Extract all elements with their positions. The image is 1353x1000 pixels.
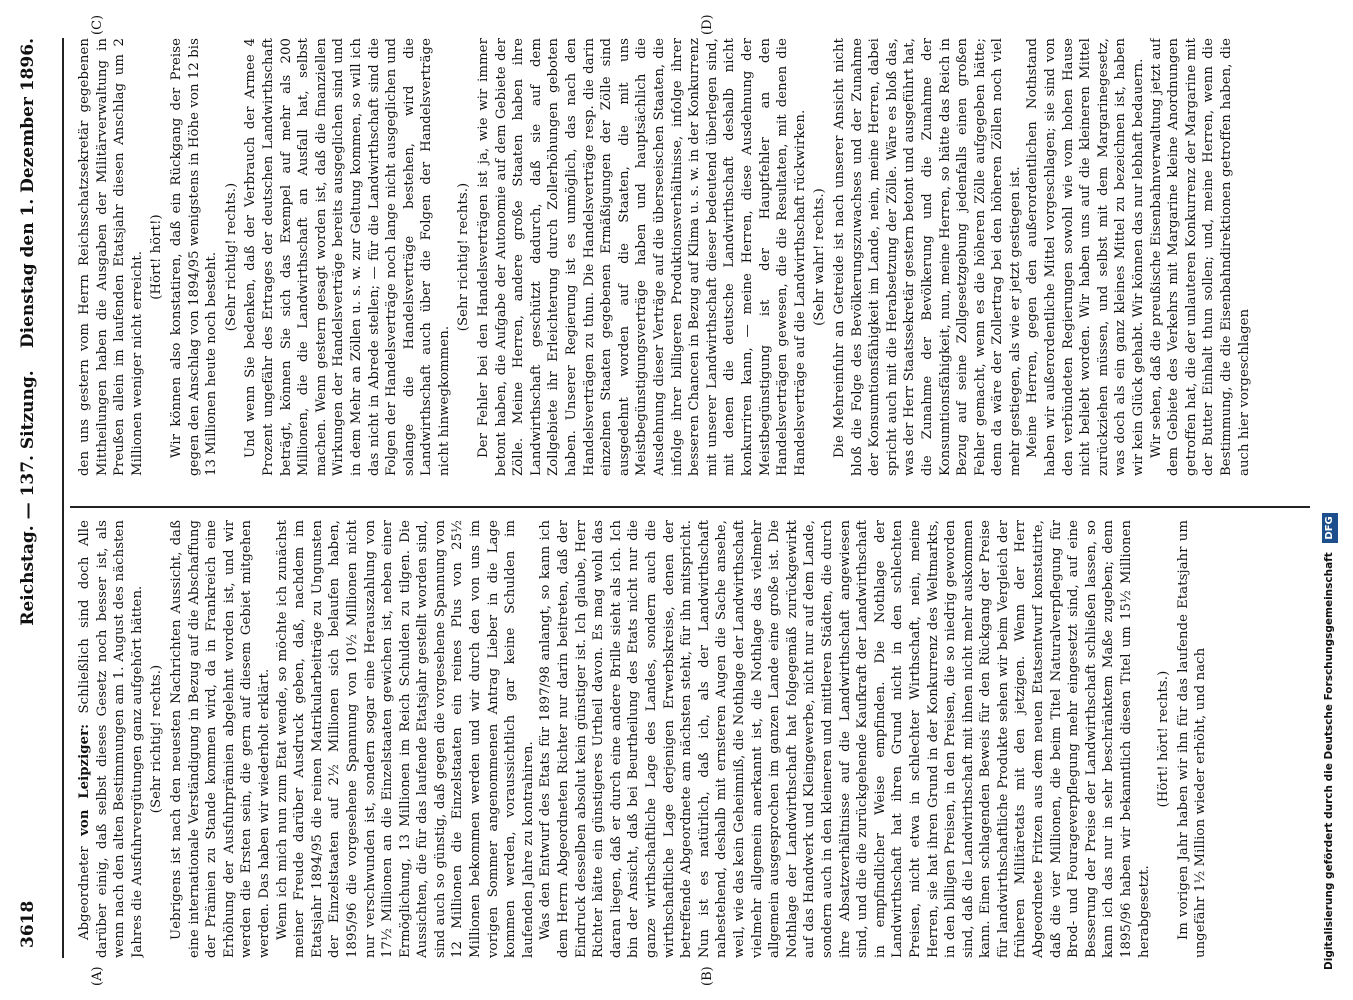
paragraph: Meine Herren, gegen den außerordentlichen Nothstand haben wir außerordentliche Mittel vorgeschlagen; sie sind von den verbündeten Regierungen sowohl wie vom hohen Hause nicht beliebt worden. Wir haben uns auf die kleineren Mittel zurückziehen müssen, und selbst mit dem Margarinegesetz, was doch als ein ganz kleines Mittel zu bezeichnen ist, haben wir kein Glück gehabt. Wir können das nur lebhaft bedauern. (1025, 38, 1147, 476)
page-number: 3618 (18, 900, 38, 948)
interjection: (Sehr richtig! rechts.) (456, 182, 472, 332)
paragraph: Und wenn Sie bedenken, daß der Verbrauch der Armee 4 Prozent ungefähr des Ertrages der deutschen Landwirthschaft beträgt, können Sie sich das Exempel auf mehr als 200 Millionen, die die Landwirthschaft an Ausfall hat, selbst machen. Wenn gestern gesagt worden ist, daß die finanziellen Wirkungen der Handelsverträge bereits ausgeglichen sind und in dem Mehr an Zöllen u. s. w. zur Geltung kommen, so will ich das nicht in Abrede stellen; — für die Landwirthschaft sind die Folgen der Handelsverträge noch lange nicht ausgeglichen und solange die Handelsverträge bestehen, wird die Landwirthschaft auch über die Folgen der Handelsverträge nicht hinwegkommen. (243, 38, 452, 476)
left-column (76, 520, 1306, 958)
interjection: (Sehr richtig! rechts.) (149, 664, 165, 814)
margin-marker-d: (D) (700, 14, 715, 35)
dfg-logo: DFG (1322, 513, 1338, 542)
right-column (76, 38, 1306, 476)
header-rule (62, 38, 64, 958)
paragraph: Im vorigen Jahr haben wir ihn für das laufende Etatsjahr um ungefähr 1½ Million wieder erhöht, und nach (1175, 520, 1209, 958)
speaker-name: von Leipziger: (77, 723, 92, 836)
speaker-prefix: Abgeordneter (77, 846, 92, 940)
margin-marker-b: (B) (700, 966, 715, 986)
margin-marker-c: (C) (90, 14, 105, 35)
paragraph (76, 520, 146, 958)
page-header (18, 38, 58, 958)
column-divider (70, 506, 1310, 508)
session-date: Dienstag den 1. Dezember 1896. (18, 38, 38, 349)
paragraph: Die Mehreinfuhr an Getreide ist nach unserer Ansicht nicht bloß die Folge des Bevölkerungszuwachses und der Zunahme der Konsumtionsfähigkeit im Lande, nein, meine Herren, dabei spricht auch mit die Herabsetzung der Zölle. Wäre es bloß das, was der Herr Staatssekretär gestern betont und ausgeführt hat, die Zunahme der Bevölkerung und die Zunahme der Konsumtionsfähigkeit, nun, meine Herren, so hätte das Reich in Bezug auf seine Zollgesetzgebung jedenfalls einen großen Fehler gemacht, wenn es die höheren Zölle aufgegeben hätte; denn da wäre der Zollertrag bei den höheren Zöllen noch viel mehr gestiegen, als wie er jetzt gestiegen ist. (831, 38, 1023, 476)
interjection: (Sehr wahr! rechts.) (812, 188, 828, 326)
interjection: (Hört! hört!) (149, 214, 165, 300)
session-title: Reichstag. — 137. Sitzung. (18, 370, 38, 626)
margin-marker-a: (A) (90, 966, 105, 986)
paragraph: den uns gestern vom Herrn Reichsschatzsekretär gegebenen Mittheilungen haben die Ausgaben der Militärverwaltung in Preußen allein im laufenden Etatsjahr diesen Anschlag um 2 Millionen weniger nicht erreicht. (77, 38, 145, 476)
credit-text: Digitalisierung gefördert durch die Deutsche Forschungsgemeinschaft (1323, 552, 1335, 970)
interjection: (Hört! hört! rechts.) (1156, 670, 1172, 808)
paragraph-text: Schließlich sind doch Alle darüber einig, daß selbst dieses Gesetz noch besser ist, als wenn nach den alten Bestimmungen am 1. August des nächsten Jahres die Ausfuhrvergütungen ganz aufgehört hätten. (77, 520, 145, 958)
paragraph: Wir sehen, daß die preußische Eisenbahnverwaltung jetzt auf dem Gebiete des Verkehrs mit Margarine kleine Anordnungen getroffen hat, die der unlauteren Konkurrenz der Margarine mit der Butter Einhalt thun sollen; und, meine Herren, wenn die Bestimmung, die die Eisenbahndirektionen getroffen haben, die auch hier vorgeschlagen (1148, 38, 1252, 476)
digitization-credit (1318, 90, 1340, 970)
paragraph: Wenn ich mich nun zum Etat wende, so möchte ich zunächst meiner Freude darüber Ausdruck geben, daß, nachdem im Etatsjahr 1894/95 die reinen Matrikularbeiträge zu Ungunsten der Einzelstaaten auf 2½ Millionen sich belaufen haben, 1895/96 die vorgesehene Spannung von 10½ Millionen nicht nur verschwunden ist, sondern sogar eine Herauszahlung von 17½ Millionen an die Einzelstaaten gewichen ist, neben einer Ermöglichung, 13 Millionen im Reich Schulden zu tilgen. Die Aussichten, die für das laufende Etatsjahr gestellt worden sind, sind auch so günstig, daß gegen die vorgesehene Spannung von 12 Millionen die Einzelstaaten ein reines Plus von 25½ Millionen bekommen werden und wir durch den von uns im vorigen Sommer angenommenen Antrag Lieber in die Lage kommen werden, voraussichtlich gar keine Schulden im laufenden Jahre zu kontrahiren. (274, 520, 536, 958)
interjection: (Sehr richtig! rechts.) (223, 182, 239, 332)
paragraph: Wir können also konstatiren, daß ein Rückgang der Preise gegen den Anschlag von 1894/95 wenigstens in Höhe von 12 bis 13 Millionen heute noch besteht. (168, 38, 220, 476)
paragraph: Uebrigens ist nach den neuesten Nachrichten Aussicht, daß eine internationale Verständigung in Bezug auf die Abschaffung der Prämien zu Stande kommen wird, da in Frankreich eine Erhöhung der Ausfuhrprämien abgelehnt worden ist, und wir werden die Ersten sein, die gern auf diesem Gebiet mitgehen werden. Das haben wir wiederholt erklärt. (168, 520, 272, 958)
paragraph: Was den Entwurf des Etats für 1897/98 anlangt, so kann ich dem Herrn Abgeordneten Richter nur darin beitreten, daß der Eindruck desselben absolut kein günstiger ist. Ich glaube, Herr Richter hätte ein günstigeres Urtheil davon. Es mag wohl das daran liegen, daß er durch eine andere Brille sieht als ich. Ich bin der Ansicht, daß bei Beurtheilung des Etats nicht nur die ganze wirthschaftliche Lage des Landes, sondern auch die wirthschaftliche Lage derjenigen Erwerbskreise, denen der betreffende Abgeordnete am nächsten steht, für ihn mitspricht. Nun ist es natürlich, daß ich, als der Landwirthschaft nahestehend, deshalb mit ernsteren Augen die Sache ansehe, weil, wie das kein Geheimniß, die Nothlage der Landwirthschaft vielmehr allgemein anerkannt ist, die Nothlage das vielmehr allgemein ausgesprochen im ganzen Lande eine große ist. Die Nothlage der Landwirthschaft hat folgegemäß zurückgewirkt auf das Handwerk und Kleingewerbe, nicht nur auf dem Lande, sondern auch in den kleineren und mittleren Städten, die durch ihre Absatzverhältnisse auf die Landwirthschaft angewiesen sind, und die die zurückgehende Kaufkraft der Landwirthschaft in empfindlicher Weise empfinden. Die Nothlage der Landwirthschaft hat ihren Grund nicht in den schlechten Preisen, nicht etwa in schlechter Wirthschaft, nein, meine Herren, sie hat ihren Grund in der Konkurrenz des Weltmarkts, in den billigen Preisen, in den Preisen, die so niedrig geworden sind, daß die Landwirthschaft mit ihnen nicht mehr auskommen kann. Einen schlagenden Beweis für den Rückgang der Preise für landwirthschaftliche Produkte sehen wir beim Vergleich der früheren Militäretats mit den jetzigen. Wenn der Herr Abgeordnete Fritzen aus dem neuen Etatsentwurf konstatirte, daß die vier Millionen, die beim Titel Naturalverpflegung für Brod- und Fourageverpflegung mehr eingesetzt sind, auf eine Besserung der Preise der Landwirthschaft schließen lassen, so kann ich das nur in sehr beschränktem Maße zugeben; denn 1895/96 haben wir bekanntlich diesen Titel um 15½ Millionen herabgesetzt. (538, 520, 1152, 958)
paragraph: Der Fehler bei den Handelsverträgen ist ja, wie wir immer betont haben, die Aufgabe der Autonomie auf dem Gebiete der Zölle. Meine Herren, andere große Staaten haben ihre Landwirthschaft geschützt dadurch, daß sie auf dem Zollgebiete ihr Erleichterung durch Zollerhöhungen geboten haben. Unserer Regierung ist es unmöglich, das nach den Handelsverträgen zu thun. Die Handelsverträge resp. die darin einzelnen Staaten gegebenen Ermäßigungen der Zölle sind ausgedehnt worden auf die Staaten, die mit uns Meistbegünstigungsverträge haben und hauptsächlich die Ausdehnung dieser Verträge auf die überseeischen Staaten, die infolge ihrer billigeren Produktionsverhältnisse, infolge ihrer besseren Chancen in Bezug auf Klima u. s. w. in der Konkurrenz mit unserer Landwirthschaft dieser bedeutend überlegen sind, mit denen die deutsche Landwirthschaft deshalb nicht konkurriren kann, — meine Herren, diese Ausdehnung der Meistbegünstigung ist der Hauptfehler an den Handelsverträgen gewesen, die die Resultaten, mit denen die Handelsverträge auf die Landwirthschaft rückwirken. (476, 38, 808, 476)
